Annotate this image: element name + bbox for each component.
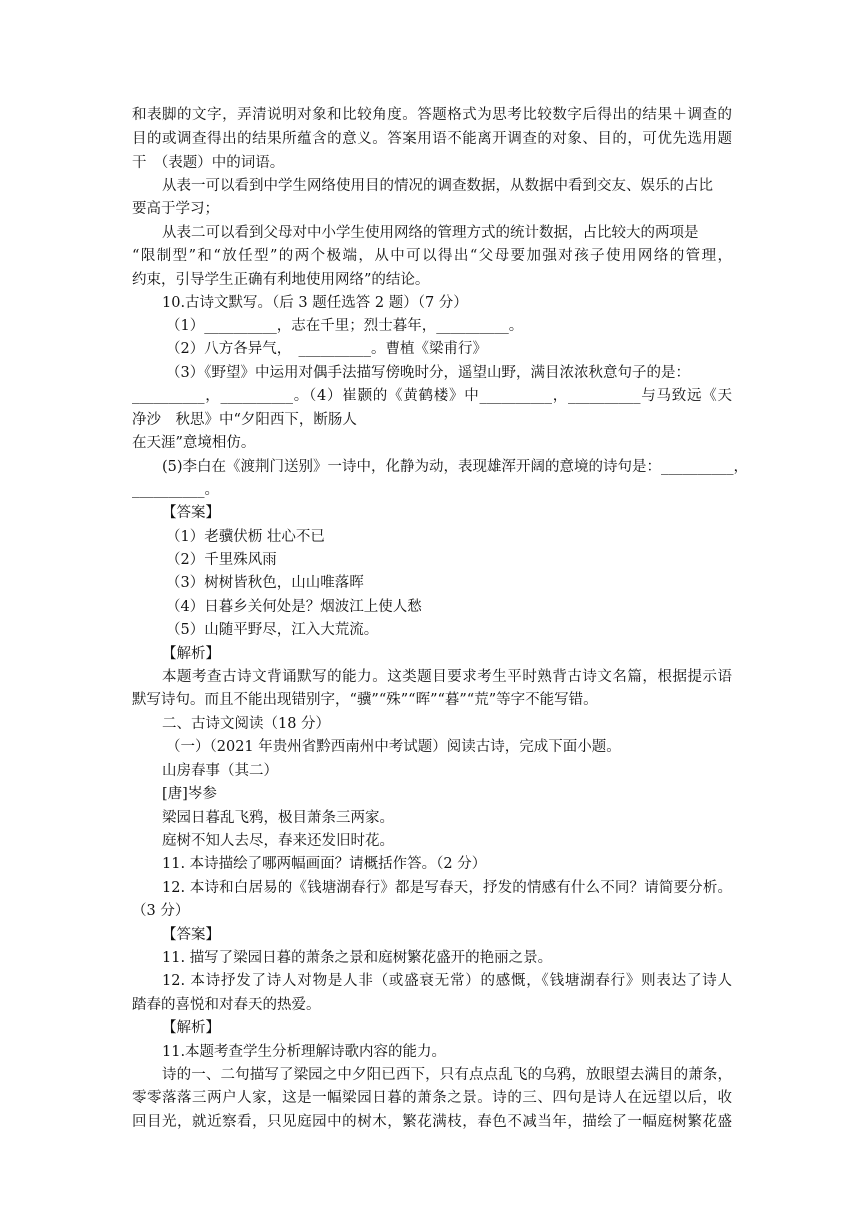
text-line: 零零落落三两户人家，这是一幅梁园日暮的萧条之景。诗的三、四句是诗人在远望以后，收 [132, 1090, 732, 1106]
text-line: 约束，引导学生正确有利地使用网络”的结论。 [132, 272, 430, 288]
text-line: （一）（2021 年贵州省黔西南州中考试题）阅读古诗，完成下面小题。 [166, 739, 621, 755]
text-line: 目的或调查得出的结果所蕴含的意义。答案用语不能离开调查的对象、目的，可优先选用题 [132, 131, 732, 147]
text-line: 和表脚的文字，弄清说明对象和比较角度。答题格式为思考比较数字后得出的结果＋调查的 [132, 107, 732, 123]
answer-heading: 【答案】 [162, 927, 220, 943]
question-item: （3）《野望》中运用对偶手法描写傍晚时分，遥望山野，满目浓浓秋意句子的是： [166, 365, 690, 381]
poem-line: 庭树不知人去尽，春来还发旧时花。 [162, 833, 394, 849]
answer-item: （4）日暮乡关何处是？烟波江上使人愁 [166, 599, 422, 615]
poem-title: 山房春事（其二） [162, 763, 278, 779]
text-line: 从表二可以看到父母对中小学生使用网络的管理方式的统计数据，占比较大的两项是 [162, 225, 699, 241]
poem-line: 梁园日暮乱飞鸦，极目萧条三两家。 [162, 810, 394, 826]
section-heading: 二、古诗文阅读（18 分） [162, 716, 331, 732]
text-line: __________，__________。（4）崔颢的《黄鹤楼》中__________，__________与马致远《天 [132, 388, 732, 404]
text-line: 默写诗句。而且不能出现错别字，“骥”“殊”“晖”“暮”“荒”等字不能写错。 [132, 692, 598, 708]
answer-item: 11. 描写了梁园日暮的萧条之景和庭树繁花盛开的艳丽之景。 [162, 950, 553, 966]
question-item: （1）__________，志在千里；烈士暮年，__________。 [166, 318, 524, 334]
answer-item: （3）树树皆秋色，山山唯落晖 [166, 575, 364, 591]
text-line: （3 分） [132, 903, 190, 919]
text-line: 从表一可以看到中学生网络使用目的情况的调查数据，从数据中看到交友、娱乐的占比 [162, 178, 713, 194]
answer-item: （1）老骥伏枥 壮心不已 [166, 529, 325, 545]
text-line: 回目光，就近察看，只见庭园中的树木，繁花满枝，春色不减当年，描绘了一幅庭树繁花盛 [132, 1114, 732, 1130]
text-line: 踏春的喜悦和对春天的热爱。 [132, 997, 321, 1013]
text-line: “限制型”和“放任型”的两个极端，从中可以得出“父母要加强对孩子使用网络的管理， [132, 248, 732, 264]
text-line: 净沙 秋思》中“夕阳西下，断肠人 [132, 412, 357, 428]
text-line: 干 （表题）中的词语。 [132, 155, 285, 171]
answer-item: （2）千里殊风雨 [166, 552, 277, 568]
question-heading: 10.古诗文默写。（后 3 题任选答 2 题）（7 分） [162, 295, 468, 311]
answer-item: 12. 本诗抒发了诗人对物是人非（或盛衰无常）的感慨，《钱塘湖春行》则表达了诗人 [162, 973, 732, 989]
text-line: 本题考查古诗文背诵默写的能力。这类题目要求考生平时熟背古诗文名篇，根据提示语 [162, 669, 732, 685]
question-item: （2）八方各异气， __________。曹植《梁甫行》 [166, 341, 487, 357]
answer-item: （5）山随平野尽，江入大荒流。 [166, 622, 379, 638]
text-line: 在天涯”意境相仿。 [132, 435, 256, 451]
text-line: 诗的一、二句描写了梁园之中夕阳已西下，只有点点乱飞的乌鸦，放眼望去满目的萧条， [162, 1067, 732, 1083]
text-line: 要高于学习； [132, 201, 219, 217]
question-item: 12. 本诗和白居易的《钱塘湖春行》都是写春天，抒发的情感有什么不同？请简要分析。 [162, 880, 732, 896]
question-item: 11. 本诗描绘了哪两幅画面？请概括作答。（2 分） [162, 856, 487, 872]
question-item: (5)李白在《渡荆门送别》一诗中，化静为动，表现雄浑开阔的意境的诗句是：__________， [162, 459, 749, 475]
analysis-heading: 【解析】 [162, 1020, 220, 1036]
analysis-heading: 【解析】 [162, 646, 220, 662]
text-line: 11.本题考查学生分析理解诗歌内容的能力。 [162, 1044, 447, 1060]
text-line: __________。 [132, 482, 219, 498]
answer-heading: 【答案】 [162, 505, 220, 521]
poem-author: [唐]岑参 [162, 786, 217, 802]
